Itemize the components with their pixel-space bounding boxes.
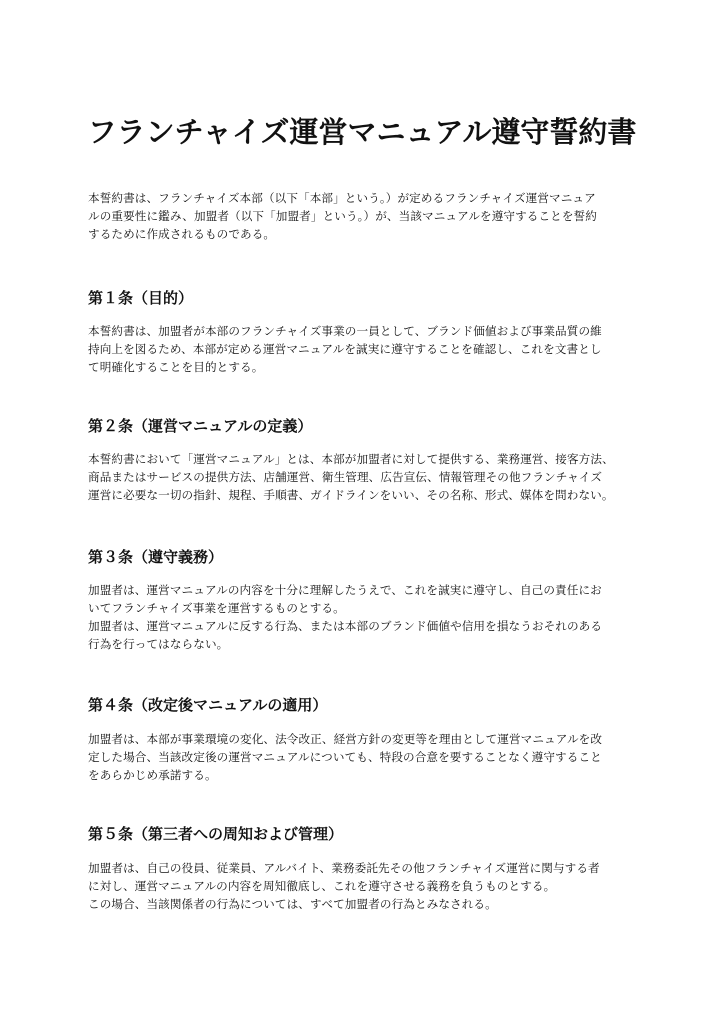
article-2 <box>88 415 648 504</box>
text-line: 商品またはサービスの提供方法、店舗運営、衛生管理、広告宣伝、情報管理その他フランチャイズ <box>88 470 603 484</box>
article-1 <box>88 287 648 376</box>
text-line: 加盟者は、本部が事業環境の変化、法令改正、経営方針の変更等を理由として運営マニュアルを改 <box>88 732 603 746</box>
article-heading: 第５条（第三者への周知および管理） <box>88 825 344 843</box>
text-line: 本誓約書は、加盟者が本部のフランチャイズ事業の一員として、ブランド価値および事業品質の維 <box>88 324 602 338</box>
text-line: 本誓約書は、フランチャイズ本部（以下「本部」という。）が定めるフランチャイズ運営マニュア <box>88 191 596 205</box>
intro-paragraph <box>88 189 648 243</box>
article-5 <box>88 823 648 913</box>
text-line: 加盟者は、自己の役員、従業員、アルバイト、業務委託先その他フランチャイズ運営に関与する者 <box>88 861 600 875</box>
text-line: いてフランチャイズ事業を運営するものとする。 <box>88 601 345 615</box>
article-3 <box>88 546 648 653</box>
text-line: 本誓約書において「運営マニュアル」とは、本部が加盟者に対して提供する、業務運営、接客方法、 <box>88 452 614 466</box>
document-title: フランチャイズ運営マニュアル遵守誓約書 <box>87 115 637 149</box>
text-line: に対し、運営マニュアルの内容を周知徹底し、これを遵守させる義務を負うものとする。 <box>88 879 556 893</box>
text-line: 定した場合、当該改定後の運営マニュアルについても、特段の合意を要することなく遵守すること <box>88 750 602 764</box>
article-heading: 第１条（目的） <box>88 289 194 307</box>
text-line: 加盟者は、運営マニュアルの内容を十分に理解したうえで、これを誠実に遵守し、自己の責任にお <box>88 583 602 597</box>
article-4 <box>88 694 648 784</box>
text-line: 運営に必要な一切の指針、規程、手順書、ガイドラインをいい、その名称、形式、媒体を問わない。 <box>88 488 614 502</box>
text-line: 行為を行ってはならない。 <box>88 637 229 651</box>
text-line: 加盟者は、運営マニュアルに反する行為、または本部のブランド価値や信用を損なうおそれのある <box>88 619 603 633</box>
article-heading: 第２条（運営マニュアルの定義） <box>88 417 313 435</box>
article-heading: 第３条（遵守義務） <box>88 548 224 566</box>
text-line: をあらかじめ承諾する。 <box>88 768 217 782</box>
article-heading: 第４条（改定後マニュアルの適用） <box>88 696 328 714</box>
text-line: て明確化することを目的とする。 <box>88 360 264 374</box>
text-line: ルの重要性に鑑み、加盟者（以下「加盟者」という。）が、当該マニュアルを遵守することを誓約 <box>88 209 597 223</box>
text-line: 持向上を図るため、本部が定める運営マニュアルを誠実に遵守することを確認し、これを文書とし <box>88 342 602 356</box>
text-line: するために作成されるものである。 <box>88 227 276 241</box>
text-line: この場合、当該関係者の行為については、すべて加盟者の行為とみなされる。 <box>88 897 497 911</box>
